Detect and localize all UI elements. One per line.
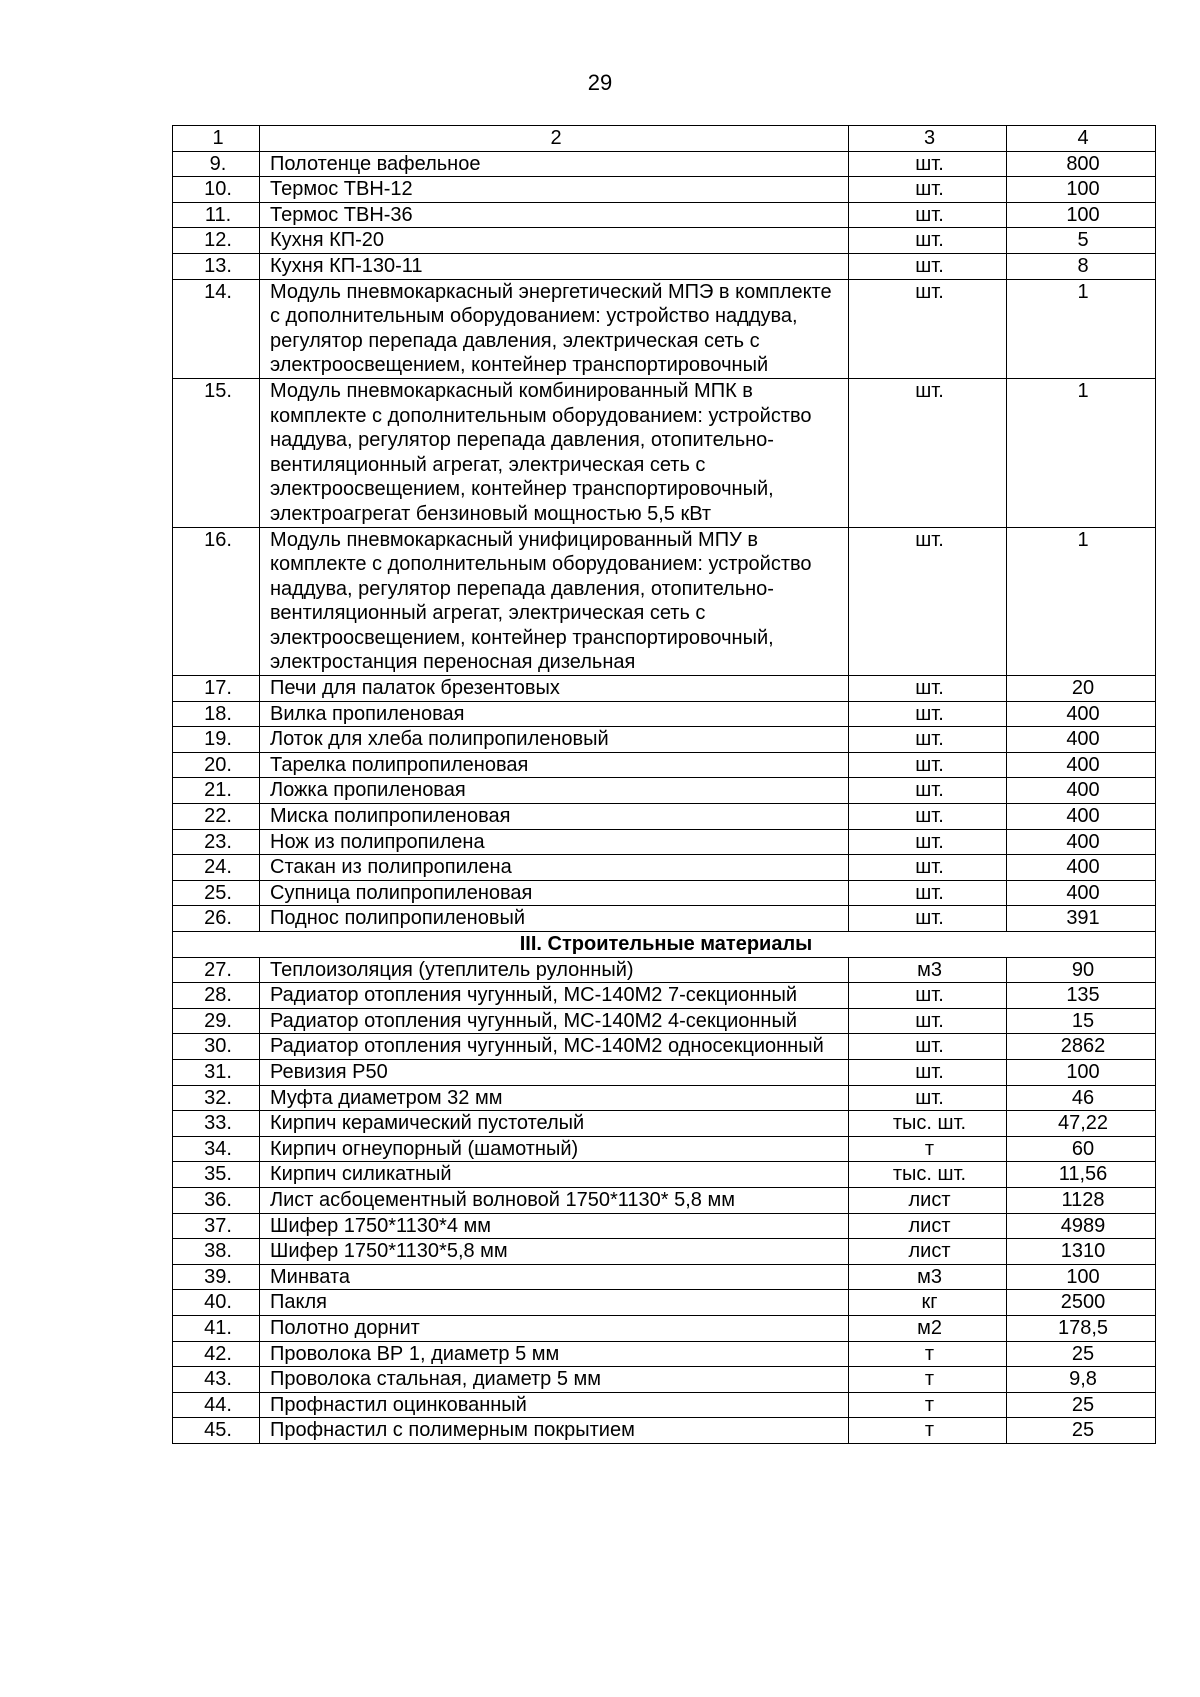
unit-cell: шт. [849,253,1007,279]
quantity-cell: 400 [1007,752,1156,778]
item-name: Проволока ВР 1, диаметр 5 мм [260,1341,849,1367]
table-row [173,1008,1156,1034]
table-row [173,1136,1156,1162]
row-number: 35. [173,1162,260,1188]
item-name: Вилка пропиленовая [260,701,849,727]
quantity-cell: 400 [1007,727,1156,753]
table-row [173,1315,1156,1341]
row-number: 11. [173,202,260,228]
item-name: Радиатор отопления чугунный, МС-140М2 7-секционный [260,983,849,1009]
unit-cell: т [849,1418,1007,1444]
table-row [173,1059,1156,1085]
table-row [173,880,1156,906]
item-name: Полотно дорнит [260,1315,849,1341]
item-name: Шифер 1750*1130*4 мм [260,1213,849,1239]
unit-cell: м3 [849,957,1007,983]
quantity-cell: 400 [1007,880,1156,906]
unit-cell: шт. [849,983,1007,1009]
row-number: 20. [173,752,260,778]
item-name: Ревизия Р50 [260,1059,849,1085]
item-name: Радиатор отопления чугунный, МС-140М2 односекционный [260,1034,849,1060]
quantity-cell: 60 [1007,1136,1156,1162]
item-name: Модуль пневмокаркасный комбинированный МПК в комплекте с дополнительным оборудованием: устройство наддува, регулятор перепада давления, отопительно-вентиляционный агрегат, электрическая сеть с электроосвещением, контейнер транспортировочный, электроагрегат бензиновый мощностью 5,5 кВт [260,378,849,527]
row-number: 32. [173,1085,260,1111]
unit-cell: лист [849,1239,1007,1265]
quantity-cell: 1 [1007,378,1156,527]
table-row [173,1034,1156,1060]
item-name: Миска полипропиленовая [260,804,849,830]
item-name: Нож из полипропилена [260,829,849,855]
row-number: 10. [173,177,260,203]
item-name: Кухня КП-20 [260,228,849,254]
unit-cell: шт. [849,279,1007,378]
row-number: 37. [173,1213,260,1239]
table-row [173,527,1156,676]
item-name: Стакан из полипропилена [260,855,849,881]
table-row [173,1264,1156,1290]
row-number: 42. [173,1341,260,1367]
table-row [173,906,1156,932]
unit-cell: шт. [849,202,1007,228]
quantity-cell: 1 [1007,527,1156,676]
row-number: 40. [173,1290,260,1316]
item-name: Кирпич огнеупорный (шамотный) [260,1136,849,1162]
row-number: 43. [173,1367,260,1393]
table-row [173,727,1156,753]
table-row [173,1085,1156,1111]
unit-cell: т [849,1367,1007,1393]
quantity-cell: 47,22 [1007,1111,1156,1137]
table-row [173,151,1156,177]
row-number: 30. [173,1034,260,1060]
quantity-cell: 400 [1007,804,1156,830]
row-number: 18. [173,701,260,727]
item-name: Печи для палаток брезентовых [260,676,849,702]
table-row [173,1187,1156,1213]
unit-cell: шт. [849,177,1007,203]
quantity-cell: 135 [1007,983,1156,1009]
item-name: Теплоизоляция (утеплитель рулонный) [260,957,849,983]
row-number: 25. [173,880,260,906]
row-number: 14. [173,279,260,378]
item-name: Радиатор отопления чугунный, МС-140М2 4-секционный [260,1008,849,1034]
row-number: 16. [173,527,260,676]
materials-table [172,125,1156,1444]
table-row [173,253,1156,279]
table-row [173,855,1156,881]
row-number: 34. [173,1136,260,1162]
quantity-cell: 100 [1007,1264,1156,1290]
row-number: 27. [173,957,260,983]
quantity-cell: 8 [1007,253,1156,279]
row-number: 15. [173,378,260,527]
item-name: Модуль пневмокаркасный унифицированный МПУ в комплекте с дополнительным оборудованием: устройство наддува, регулятор перепада давления, отопительно-вентиляционный агрегат, электрическая сеть с электроосвещением, контейнер транспортировочный, электростанция переносная дизельная [260,527,849,676]
table-row [173,829,1156,855]
unit-cell: шт. [849,378,1007,527]
section-title: III. Строительные материалы [173,932,1156,958]
table-row [173,701,1156,727]
quantity-cell: 25 [1007,1341,1156,1367]
table-row [173,1239,1156,1265]
unit-cell: шт. [849,1059,1007,1085]
quantity-cell: 400 [1007,701,1156,727]
table-row [173,676,1156,702]
row-number: 17. [173,676,260,702]
item-name: Ложка пропиленовая [260,778,849,804]
row-number: 21. [173,778,260,804]
row-number: 9. [173,151,260,177]
row-number: 36. [173,1187,260,1213]
quantity-cell: 400 [1007,778,1156,804]
quantity-cell: 90 [1007,957,1156,983]
row-number: 23. [173,829,260,855]
unit-cell: м3 [849,1264,1007,1290]
table-row [173,1341,1156,1367]
quantity-cell: 4989 [1007,1213,1156,1239]
table-row [173,202,1156,228]
item-name: Проволока стальная, диаметр 5 мм [260,1367,849,1393]
quantity-cell: 25 [1007,1418,1156,1444]
header-cell-3: 3 [849,126,1007,152]
row-number: 29. [173,1008,260,1034]
table-row [173,1392,1156,1418]
quantity-cell: 11,56 [1007,1162,1156,1188]
row-number: 28. [173,983,260,1009]
unit-cell: шт. [849,804,1007,830]
table-row [173,1367,1156,1393]
quantity-cell: 391 [1007,906,1156,932]
table-row [173,228,1156,254]
row-number: 45. [173,1418,260,1444]
row-number: 13. [173,253,260,279]
unit-cell: шт. [849,676,1007,702]
quantity-cell: 1310 [1007,1239,1156,1265]
table-row [173,778,1156,804]
unit-cell: т [849,1392,1007,1418]
unit-cell: шт. [849,906,1007,932]
unit-cell: шт. [849,855,1007,881]
unit-cell: лист [849,1213,1007,1239]
item-name: Лоток для хлеба полипропиленовый [260,727,849,753]
section-row [173,932,1156,958]
quantity-cell: 800 [1007,151,1156,177]
header-cell-1: 1 [173,126,260,152]
unit-cell: шт. [849,151,1007,177]
unit-cell: шт. [849,1008,1007,1034]
row-number: 33. [173,1111,260,1137]
quantity-cell: 1 [1007,279,1156,378]
unit-cell: кг [849,1290,1007,1316]
quantity-cell: 100 [1007,1059,1156,1085]
item-name: Термос ТВН-12 [260,177,849,203]
unit-cell: шт. [849,1085,1007,1111]
unit-cell: т [849,1341,1007,1367]
quantity-cell: 178,5 [1007,1315,1156,1341]
table-row [173,1418,1156,1444]
row-number: 24. [173,855,260,881]
table-row [173,279,1156,378]
row-number: 12. [173,228,260,254]
quantity-cell: 2500 [1007,1290,1156,1316]
item-name: Кирпич силикатный [260,1162,849,1188]
item-name: Тарелка полипропиленовая [260,752,849,778]
header-cell-4: 4 [1007,126,1156,152]
table-row [173,752,1156,778]
item-name: Пакля [260,1290,849,1316]
unit-cell: тыс. шт. [849,1162,1007,1188]
table-header-row [173,126,1156,152]
item-name: Лист асбоцементный волновой 1750*1130* 5,8 мм [260,1187,849,1213]
unit-cell: шт. [849,752,1007,778]
page-number: 29 [587,70,613,95]
table-row [173,1213,1156,1239]
row-number: 22. [173,804,260,830]
unit-cell: шт. [849,527,1007,676]
quantity-cell: 9,8 [1007,1367,1156,1393]
unit-cell: шт. [849,1034,1007,1060]
item-name: Модуль пневмокаркасный энергетический МПЭ в комплекте с дополнительным оборудованием: устройство наддува, регулятор перепада давления, электрическая сеть с электроосвещением, контейнер транспортировочный [260,279,849,378]
item-name: Профнастил оцинкованный [260,1392,849,1418]
quantity-cell: 2862 [1007,1034,1156,1060]
quantity-cell: 20 [1007,676,1156,702]
quantity-cell: 1128 [1007,1187,1156,1213]
unit-cell: шт. [849,829,1007,855]
quantity-cell: 15 [1007,1008,1156,1034]
item-name: Профнастил с полимерным покрытием [260,1418,849,1444]
unit-cell: лист [849,1187,1007,1213]
row-number: 41. [173,1315,260,1341]
table-row [173,1290,1156,1316]
quantity-cell: 46 [1007,1085,1156,1111]
quantity-cell: 100 [1007,202,1156,228]
item-name: Супница полипропиленовая [260,880,849,906]
item-name: Кирпич керамический пустотелый [260,1111,849,1137]
row-number: 44. [173,1392,260,1418]
quantity-cell: 5 [1007,228,1156,254]
item-name: Поднос полипропиленовый [260,906,849,932]
table-row [173,177,1156,203]
header-cell-2: 2 [260,126,849,152]
unit-cell: шт. [849,727,1007,753]
item-name: Муфта диаметром 32 мм [260,1085,849,1111]
quantity-cell: 25 [1007,1392,1156,1418]
table-row [173,804,1156,830]
row-number: 26. [173,906,260,932]
table-row [173,378,1156,527]
table-row [173,983,1156,1009]
item-name: Кухня КП-130-11 [260,253,849,279]
row-number: 39. [173,1264,260,1290]
row-number: 31. [173,1059,260,1085]
quantity-cell: 100 [1007,177,1156,203]
row-number: 38. [173,1239,260,1265]
item-name: Шифер 1750*1130*5,8 мм [260,1239,849,1265]
table-row [173,1111,1156,1137]
table-row [173,1162,1156,1188]
table-row [173,957,1156,983]
unit-cell: шт. [849,701,1007,727]
unit-cell: шт. [849,228,1007,254]
quantity-cell: 400 [1007,855,1156,881]
unit-cell: м2 [849,1315,1007,1341]
unit-cell: шт. [849,880,1007,906]
item-name: Термос ТВН-36 [260,202,849,228]
item-name: Минвата [260,1264,849,1290]
row-number: 19. [173,727,260,753]
unit-cell: т [849,1136,1007,1162]
quantity-cell: 400 [1007,829,1156,855]
item-name: Полотенце вафельное [260,151,849,177]
unit-cell: тыс. шт. [849,1111,1007,1137]
unit-cell: шт. [849,778,1007,804]
